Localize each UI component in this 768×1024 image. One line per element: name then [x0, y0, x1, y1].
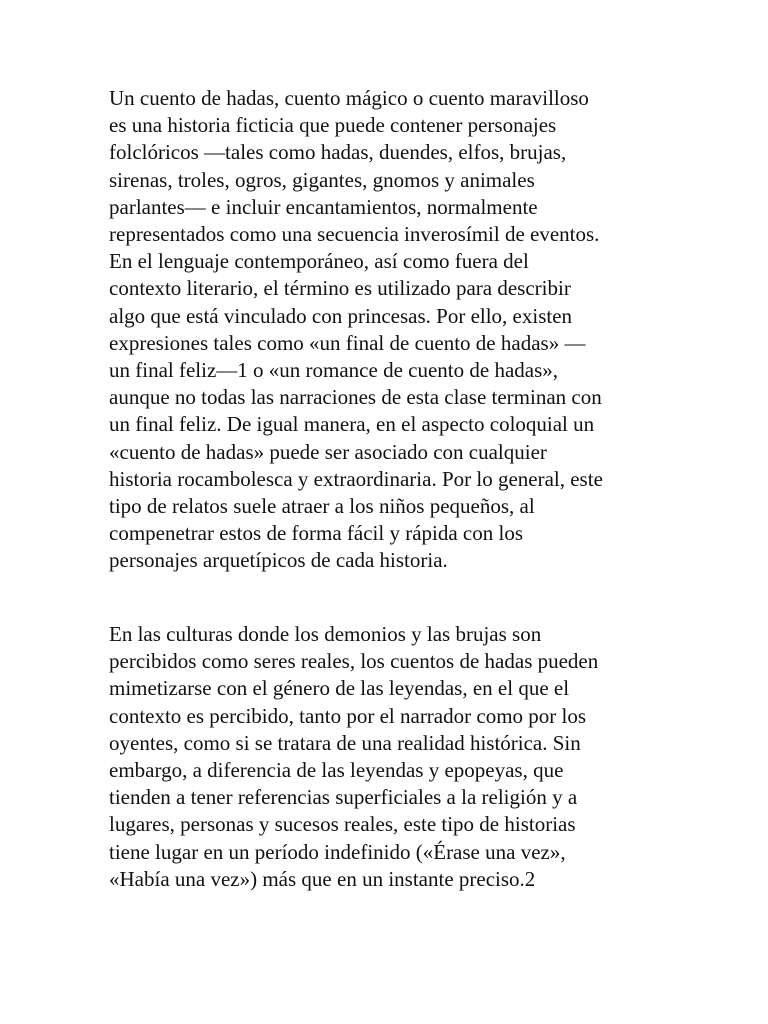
paragraph-legends-comparison [109, 621, 669, 893]
paragraph-fairy-tale-definition [109, 85, 669, 575]
text-line: En el lenguaje contemporáneo, así como fuera del [109, 249, 529, 274]
text-line: un final feliz. De igual manera, en el aspecto coloquial un [109, 412, 595, 437]
text-line: es una historia ficticia que puede contener personajes [109, 113, 557, 138]
text-line: lugares, personas y sucesos reales, este tipo de historias [109, 812, 576, 837]
text-line: Un cuento de hadas, cuento mágico o cuento maravilloso [109, 86, 589, 110]
text-line: «Había una vez») más que en un instante preciso.2 [109, 866, 536, 891]
text-line: expresiones tales como «un final de cuento de hadas» — [109, 330, 586, 355]
text-line: aunque no todas las narraciones de esta clase terminan con [109, 385, 602, 410]
text-line: «cuento de hadas» puede ser asociado con cualquier [109, 439, 547, 464]
text-line: contexto es percibido, tanto por el narrador como por los [109, 703, 587, 728]
text-line: percibidos como seres reales, los cuentos de hadas pueden [109, 649, 599, 674]
text-line: representados como una secuencia inverosímil de eventos. [109, 222, 600, 247]
text-line: historia rocambolesca y extraordinaria. Por lo general, este [109, 466, 603, 491]
text-line: tienden a tener referencias superficiales a la religión y a [109, 785, 578, 810]
text-line: algo que está vinculado con princesas. Por ello, existen [109, 303, 573, 328]
text-line: tiene lugar en un período indefinido («Érase una vez», [109, 839, 566, 864]
text-line: embargo, a diferencia de las leyendas y epopeyas, que [109, 758, 564, 783]
text-line: mimetizarse con el género de las leyendas, en el que el [109, 676, 570, 701]
text-line: oyentes, como si se tratara de una realidad histórica. Sin [109, 730, 581, 755]
text-line: folclóricos —tales como hadas, duendes, elfos, brujas, [109, 140, 567, 165]
text-line: tipo de relatos suele atraer a los niños pequeños, al [109, 494, 535, 519]
text-line: parlantes— e incluir encantamientos, normalmente [109, 194, 538, 219]
text-line: compenetrar estos de forma fácil y rápida con los [109, 521, 524, 546]
text-line: contexto literario, el término es utilizado para describir [109, 276, 571, 301]
text-line: En las culturas donde los demonios y las brujas son [109, 622, 542, 646]
text-line: sirenas, troles, ogros, gigantes, gnomos y animales [109, 167, 535, 192]
text-line: personajes arquetípicos de cada historia. [109, 548, 448, 573]
text-line: un final feliz—1 o «un romance de cuento de hadas», [109, 358, 559, 383]
